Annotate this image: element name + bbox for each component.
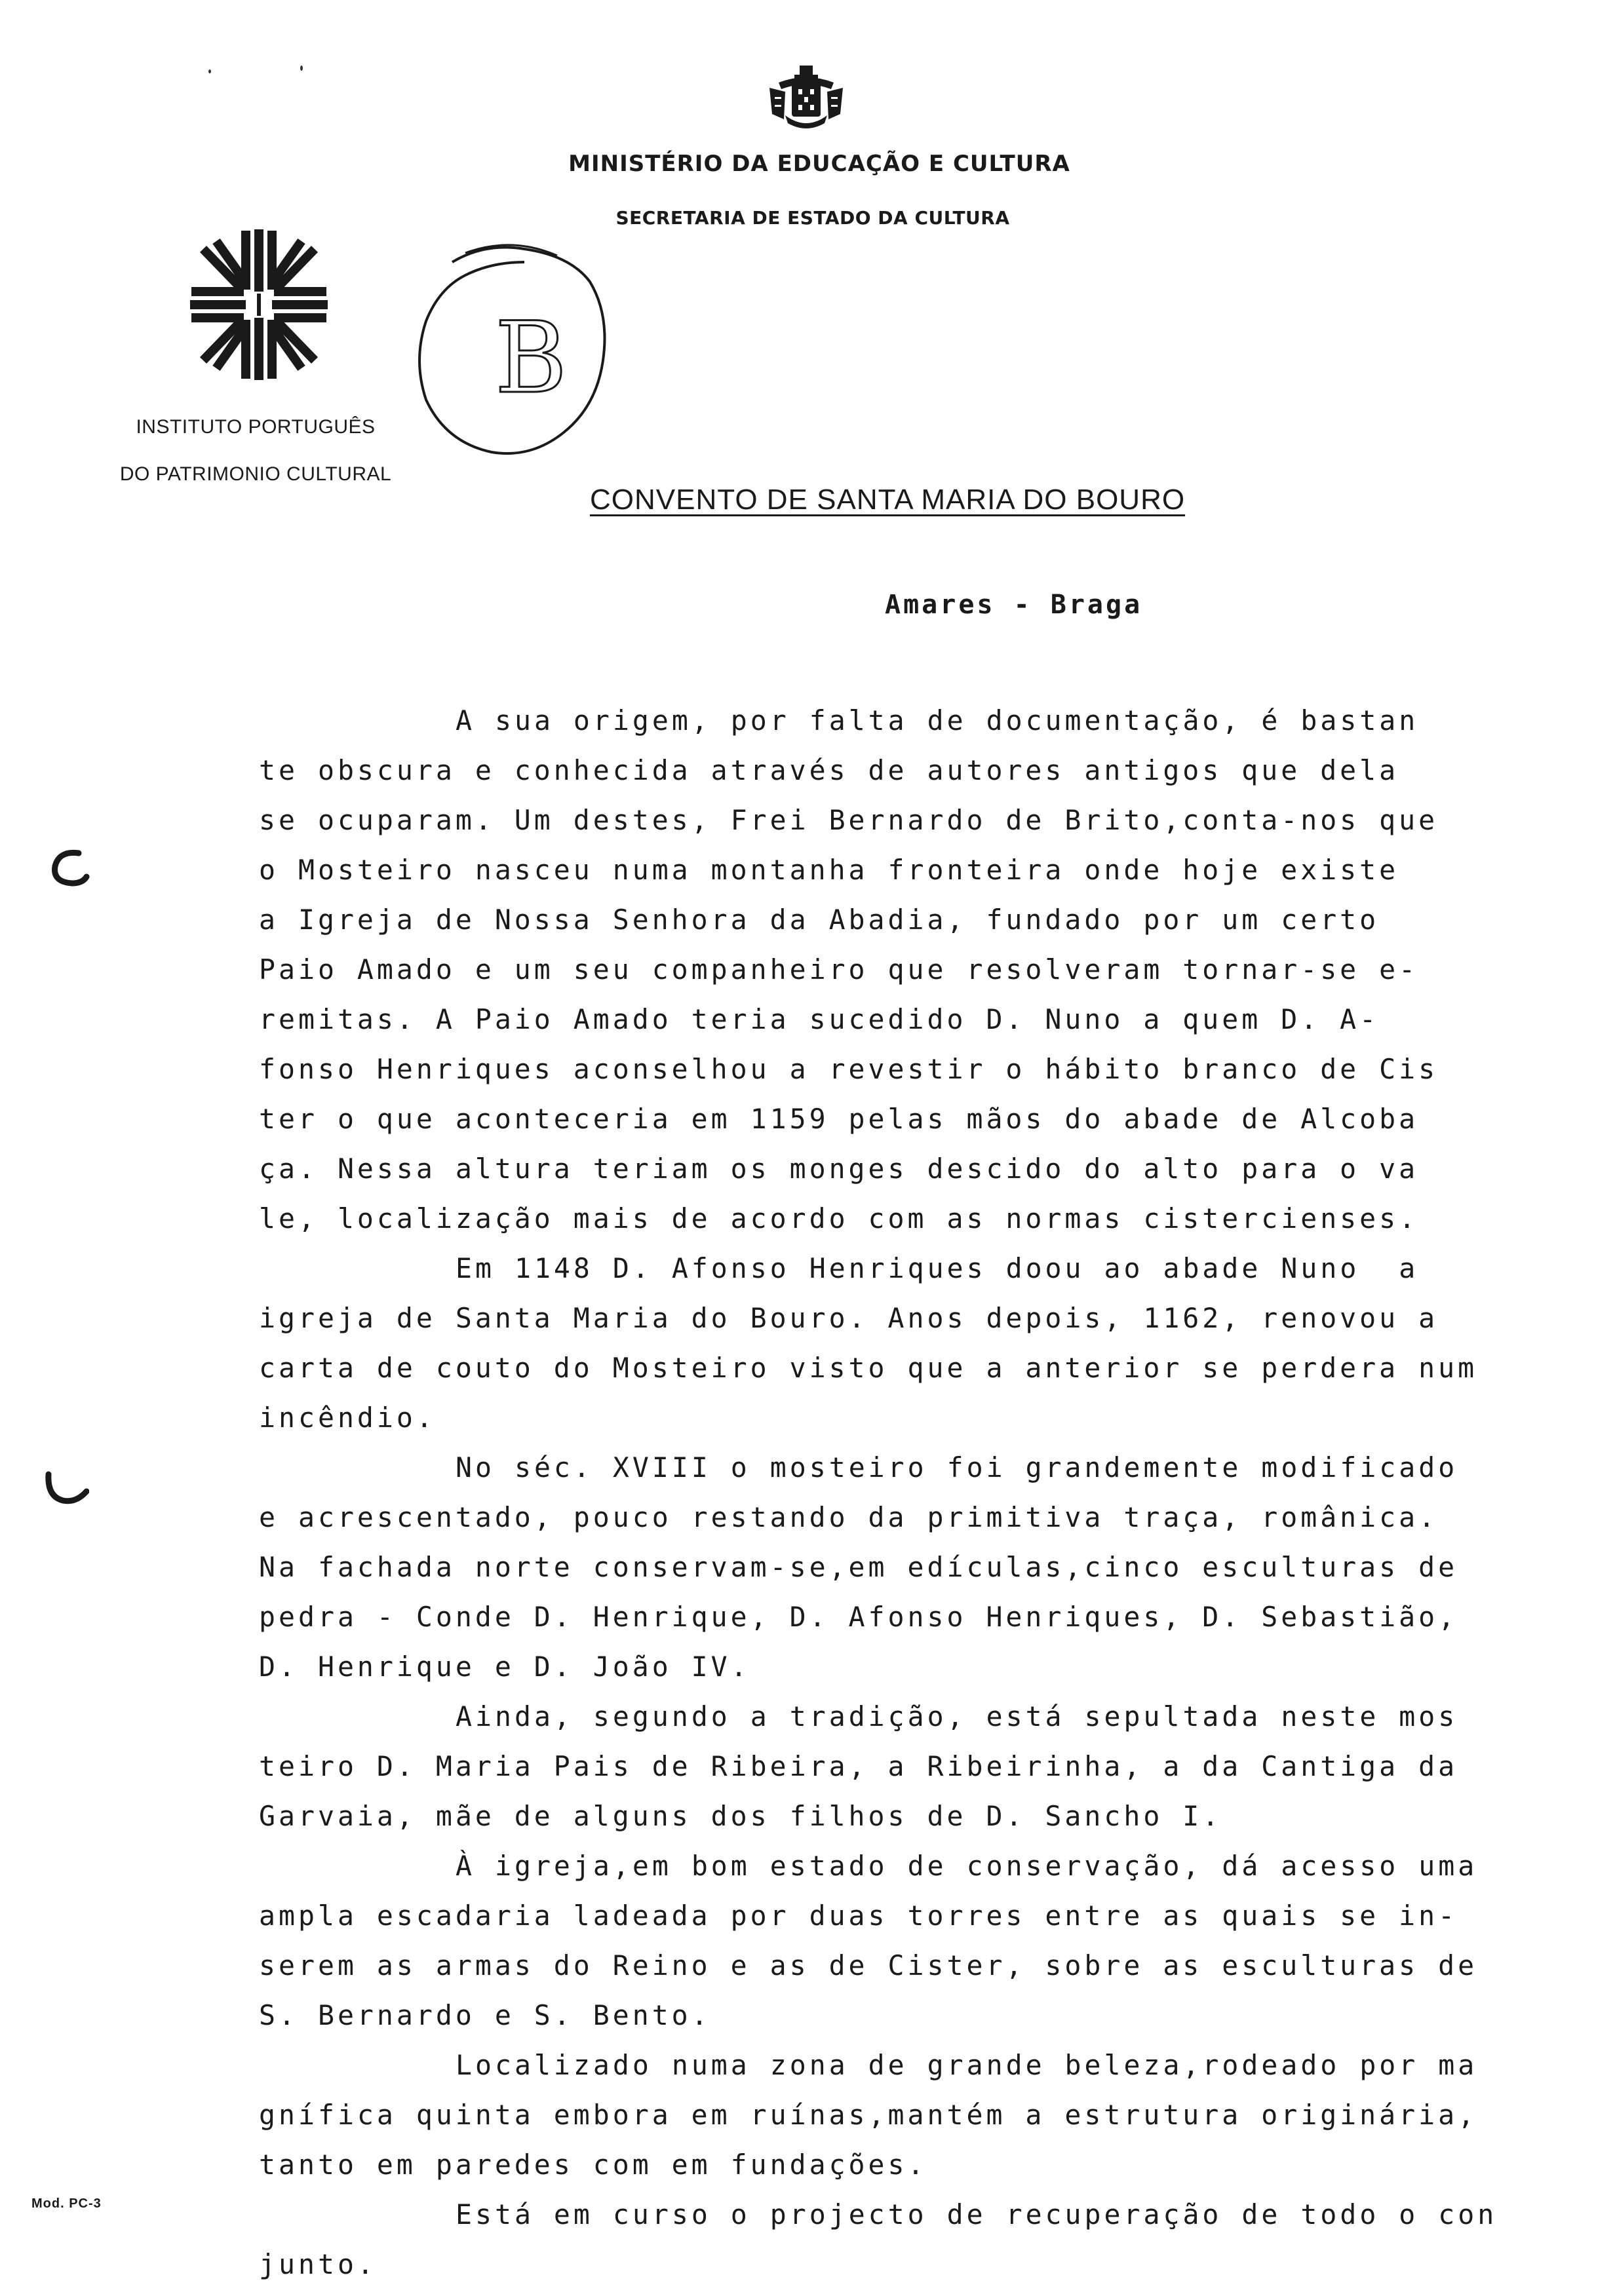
margin-speck [208,69,211,73]
handwritten-letter: B [495,301,568,415]
text-line: e acrescentado, pouco restando da primitiva traça, românica. [259,1501,1439,1533]
document-location: Amares - Braga [885,590,1143,620]
text-line: A sua origem, por falta de documentação, é bastan [456,704,1419,737]
text-line: se ocuparam. Um destes, Frei Bernardo de Brito,conta-nos que [259,804,1439,836]
text-line: Na fachada norte conservam-se,em edículas,cinco esculturas de [259,1551,1458,1583]
institute-name-line: INSTITUTO PORTUGUÊS [136,416,376,438]
document-title: CONVENTO DE SANTA MARIA DO BOURO [590,484,1186,516]
institute-name-line: DO PATRIMONIO CULTURAL [119,463,392,485]
text-line: Está em curso o projecto de recuperação de todo o con [456,2198,1498,2230]
text-line: S. Bernardo e S. Bento. [259,1999,711,2031]
text-line: remitas. A Paio Amado teria sucedido D. Nuno a quem D. A- [259,1003,1380,1035]
text-line: ça. Nessa altura teriam os monges descido do alto para o va [259,1153,1419,1185]
text-line: te obscura e conhecida através de autores antigos que dela [259,754,1399,786]
text-line: serem as armas do Reino e as de Cister, sobre as esculturas de [259,1949,1478,1981]
text-line: carta de couto do Mosteiro visto que a anterior se perdera num [259,1352,1478,1384]
secretaria-heading: SECRETARIA DE ESTADO DA CULTURA [615,207,1010,229]
text-line: a Igreja de Nossa Senhora da Abadia, fundado por um certo [259,904,1380,936]
text-line: o Mosteiro nasceu numa montanha fronteira onde hoje existe [259,854,1399,886]
text-line: À igreja,em bom estado de conservação, dá acesso uma [456,1850,1478,1882]
national-emblem-icon [766,63,847,131]
text-line: gnífica quinta embora em ruínas,mantém a estrutura originária, [259,2099,1478,2131]
text-line: ampla escadaria ladeada por duas torres entre as quais se in- [259,1900,1458,1932]
text-line: tanto em paredes com em fundações. [259,2149,927,2181]
text-line: Localizado numa zona de grande beleza,rodeado por ma [456,2049,1478,2081]
punch-hole-mark [46,845,92,891]
text-line: junto. [259,2248,377,2280]
text-line: ter o que aconteceria em 1159 pelas mãos do abade de Alcoba [259,1103,1419,1135]
handwritten-circled-mark [413,236,636,472]
institute-name [98,392,413,510]
margin-speck [300,66,303,71]
text-line: incêndio. [259,1402,436,1434]
ministry-heading: MINISTÉRIO DA EDUCAÇÃO E CULTURA [568,151,1070,177]
form-code: Mod. PC-3 [31,2196,102,2211]
punch-hole-mark [43,1468,89,1514]
text-line: pedra - Conde D. Henrique, D. Afonso Henriques, D. Sebastião, [259,1601,1458,1633]
document-body [259,696,1498,2289]
ippc-logo-icon [190,229,328,380]
text-line: D. Henrique e D. João IV. [259,1651,750,1683]
text-line: fonso Henriques aconselhou a revestir o hábito branco de Cis [259,1053,1439,1085]
text-line: Paio Amado e um seu companheiro que resolveram tornar-se e- [259,953,1419,985]
text-line: igreja de Santa Maria do Bouro. Anos depois, 1162, renovou a [259,1302,1439,1334]
text-line: teiro D. Maria Pais de Ribeira, a Ribeirinha, a da Cantiga da [259,1750,1458,1782]
text-line: Em 1148 D. Afonso Henriques doou ao abade Nuno a [456,1252,1419,1284]
text-line: le, localização mais de acordo com as normas cistercienses. [259,1202,1419,1234]
text-line: No séc. XVIII o mosteiro foi grandemente modificado [456,1451,1458,1483]
text-line: Garvaia, mãe de alguns dos filhos de D. Sancho I. [259,1800,1222,1832]
text-line: Ainda, segundo a tradição, está sepultada neste mos [456,1700,1458,1732]
